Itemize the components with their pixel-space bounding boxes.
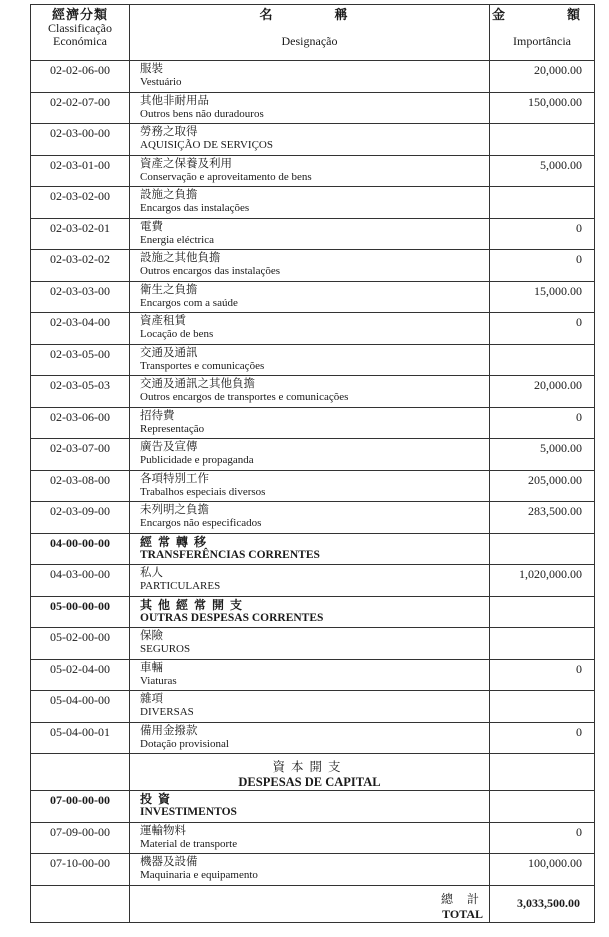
capital-code-empty	[31, 754, 130, 791]
row-designation-zh: 雜項	[140, 693, 163, 705]
header-classification-pt: Classificação Económica	[48, 21, 112, 48]
row-amount: 100,000.00	[490, 854, 595, 886]
row-designation-zh: 私人	[140, 567, 163, 579]
row-designation-zh: 各項特別工作	[140, 472, 209, 485]
row-code: 04-00-00-00	[31, 533, 130, 565]
row-designation-pt: TRANSFERÊNCIAS CORRENTES	[140, 548, 320, 561]
total-label-pt: TOTAL	[442, 906, 483, 921]
row-designation	[130, 854, 490, 886]
row-amount	[490, 187, 595, 219]
row-code: 02-03-02-01	[31, 218, 130, 250]
row-designation	[130, 791, 490, 823]
row-designation	[130, 187, 490, 219]
row-amount	[490, 691, 595, 723]
row-designation	[130, 281, 490, 313]
row-code: 02-03-03-00	[31, 281, 130, 313]
row-designation	[130, 124, 490, 156]
row-designation	[130, 502, 490, 534]
row-code: 02-03-05-00	[31, 344, 130, 376]
row-amount: 15,000.00	[490, 281, 595, 313]
table-row	[31, 407, 595, 439]
table-row	[31, 722, 595, 754]
header-designation	[130, 5, 490, 61]
row-code: 07-09-00-00	[31, 822, 130, 854]
table-row	[31, 470, 595, 502]
row-designation-zh: 經常轉移	[140, 534, 213, 549]
row-code: 02-03-01-00	[31, 155, 130, 187]
row-amount: 205,000.00	[490, 470, 595, 502]
row-code: 05-04-00-01	[31, 722, 130, 754]
row-designation-zh: 交通及通訊之其他負擔	[140, 378, 255, 390]
row-designation-zh: 電費	[140, 220, 163, 233]
row-designation-zh: 設施之負擔	[140, 189, 198, 201]
table-row	[31, 155, 595, 187]
row-designation	[130, 61, 490, 93]
row-code: 05-00-00-00	[31, 596, 130, 628]
table-row	[31, 854, 595, 886]
capital-header	[130, 754, 490, 791]
total-label	[130, 885, 493, 922]
row-amount: 283,500.00	[490, 502, 595, 534]
total-label-zh: 總計	[440, 891, 493, 906]
row-amount: 150,000.00	[490, 92, 595, 124]
row-designation-zh: 設施之其他負擔	[140, 252, 221, 264]
capital-amount-empty	[490, 754, 595, 791]
row-designation-pt: Vestuário	[140, 76, 182, 88]
row-designation-pt: Conservação e aproveitamento de bens	[140, 170, 312, 183]
row-amount: 0	[490, 313, 595, 345]
row-code: 04-03-00-00	[31, 565, 130, 597]
row-code: 02-03-04-00	[31, 313, 130, 345]
row-designation-pt: SEGUROS	[140, 643, 191, 655]
row-amount	[490, 124, 595, 156]
row-designation-pt: Outros bens não duradouros	[140, 107, 264, 120]
table-row	[31, 218, 595, 250]
row-code: 02-03-02-00	[31, 187, 130, 219]
row-designation-pt: Energia eléctrica	[140, 233, 214, 246]
row-code: 05-02-04-00	[31, 659, 130, 691]
row-amount: 5,000.00	[490, 439, 595, 471]
row-amount	[490, 344, 595, 376]
row-designation-zh: 運輸物料	[140, 824, 186, 837]
row-designation-pt: Viaturas	[140, 674, 177, 687]
row-code: 02-03-05-03	[31, 376, 130, 408]
table-row	[31, 659, 595, 691]
row-designation-zh: 衛生之負擔	[140, 283, 198, 296]
header-designation-pt: Designação	[281, 34, 338, 48]
table-row	[31, 313, 595, 345]
row-designation	[130, 376, 490, 408]
row-amount: 0	[490, 407, 595, 439]
row-code: 02-03-07-00	[31, 439, 130, 471]
row-designation-zh: 其他經常開支	[140, 597, 249, 612]
table-row	[31, 344, 595, 376]
row-designation-pt: Locação de bens	[140, 328, 214, 340]
row-designation-zh: 廣告及宣傳	[140, 441, 198, 453]
table-row	[31, 565, 595, 597]
row-designation-zh: 服裝	[140, 63, 163, 75]
table-row	[31, 791, 595, 823]
table-row	[31, 92, 595, 124]
row-designation	[130, 822, 490, 854]
capital-header-zh: 資本開支	[272, 760, 347, 774]
row-designation-pt: AQUISIÇÃO DE SERVIÇOS	[140, 139, 273, 151]
row-amount: 0	[490, 722, 595, 754]
row-designation	[130, 407, 490, 439]
row-designation-pt: Trabalhos especiais diversos	[140, 485, 266, 498]
row-designation-zh: 未列明之負擔	[140, 504, 209, 516]
row-amount: 20,000.00	[490, 61, 595, 93]
table-row	[31, 250, 595, 282]
header-amount-pt: Importância	[513, 34, 571, 48]
row-code: 02-02-06-00	[31, 61, 130, 93]
table-row	[31, 596, 595, 628]
header-amount-zh: 金 額	[491, 7, 592, 22]
row-designation	[130, 92, 490, 124]
row-code: 07-00-00-00	[31, 791, 130, 823]
row-designation	[130, 470, 490, 502]
row-designation-pt: OUTRAS DESPESAS CORRENTES	[140, 611, 324, 624]
row-designation-zh: 投資	[140, 792, 177, 806]
row-designation-pt: Material de transporte	[140, 837, 238, 850]
budget-table	[30, 4, 595, 923]
row-code: 02-03-00-00	[31, 124, 130, 156]
row-designation-zh: 車輛	[140, 661, 163, 674]
capital-header-pt: DESPESAS DE CAPITAL	[238, 775, 381, 789]
total-code-empty	[31, 885, 130, 922]
total-row	[31, 885, 595, 922]
table-row	[31, 691, 595, 723]
row-amount	[490, 791, 595, 823]
row-designation-pt: PARTICULARES	[140, 580, 221, 592]
row-designation-pt: Encargos das instalações	[140, 202, 250, 214]
row-amount: 0	[490, 250, 595, 282]
row-designation	[130, 344, 490, 376]
table-row	[31, 124, 595, 156]
row-designation-zh: 資產之保養及利用	[140, 157, 232, 170]
table-row	[31, 281, 595, 313]
row-designation	[130, 691, 490, 723]
row-designation-zh: 交通及通訊	[140, 346, 198, 359]
row-amount: 5,000.00	[490, 155, 595, 187]
row-code: 05-02-00-00	[31, 628, 130, 660]
table-row	[31, 376, 595, 408]
row-designation-zh: 備用金撥款	[140, 724, 198, 737]
row-designation-pt: Dotação provisional	[140, 737, 229, 750]
table-row	[31, 502, 595, 534]
row-designation-pt: Maquinaria e equipamento	[140, 869, 258, 881]
row-designation	[130, 155, 490, 187]
row-designation-zh: 機器及設備	[140, 856, 198, 868]
row-code: 02-03-08-00	[31, 470, 130, 502]
row-designation	[130, 722, 490, 754]
row-designation-zh: 其他非耐用品	[140, 94, 209, 107]
header-classification	[31, 5, 130, 61]
row-designation-pt: Transportes e comunicações	[140, 359, 265, 372]
row-designation	[130, 313, 490, 345]
row-designation-pt: INVESTIMENTOS	[140, 806, 237, 818]
table-row	[31, 61, 595, 93]
row-designation	[130, 628, 490, 660]
row-designation	[130, 250, 490, 282]
row-designation	[130, 439, 490, 471]
table-row	[31, 439, 595, 471]
table-row	[31, 822, 595, 854]
row-designation-pt: DIVERSAS	[140, 706, 194, 718]
row-code: 02-03-09-00	[31, 502, 130, 534]
row-designation-pt: Publicidade e propaganda	[140, 454, 254, 466]
header-designation-zh: 名 稱	[259, 7, 360, 22]
row-designation-zh: 勞務之取得	[140, 126, 198, 138]
row-code: 02-03-06-00	[31, 407, 130, 439]
row-designation-zh: 資產租賃	[140, 315, 186, 327]
row-designation	[130, 533, 490, 565]
row-code: 02-02-07-00	[31, 92, 130, 124]
total-amount: 3,033,500.00	[490, 885, 595, 922]
row-amount: 20,000.00	[490, 376, 595, 408]
table-row	[31, 533, 595, 565]
row-designation-pt: Outros encargos das instalações	[140, 265, 281, 277]
row-designation-pt: Encargos com a saúde	[140, 296, 238, 309]
row-designation-pt: Representação	[140, 422, 205, 435]
row-amount: 0	[490, 822, 595, 854]
capital-header-row	[31, 754, 595, 791]
row-designation-zh: 招待費	[140, 409, 175, 422]
row-amount	[490, 533, 595, 565]
table-row	[31, 187, 595, 219]
row-amount: 1,020,000.00	[490, 565, 595, 597]
row-amount: 0	[490, 218, 595, 250]
row-code: 07-10-00-00	[31, 854, 130, 886]
row-amount	[490, 596, 595, 628]
row-code: 02-03-02-02	[31, 250, 130, 282]
table-row	[31, 628, 595, 660]
header-amount	[490, 5, 595, 61]
row-designation-pt: Encargos não especificados	[140, 517, 262, 529]
row-designation	[130, 565, 490, 597]
row-designation-zh: 保險	[140, 630, 163, 642]
header-row	[31, 5, 595, 61]
header-classification-zh: 經濟分類	[51, 7, 108, 22]
row-code: 05-04-00-00	[31, 691, 130, 723]
row-designation	[130, 596, 490, 628]
row-designation-pt: Outros encargos de transportes e comunicações	[140, 391, 349, 403]
row-amount	[490, 628, 595, 660]
row-designation	[130, 218, 490, 250]
row-designation	[130, 659, 490, 691]
row-amount: 0	[490, 659, 595, 691]
